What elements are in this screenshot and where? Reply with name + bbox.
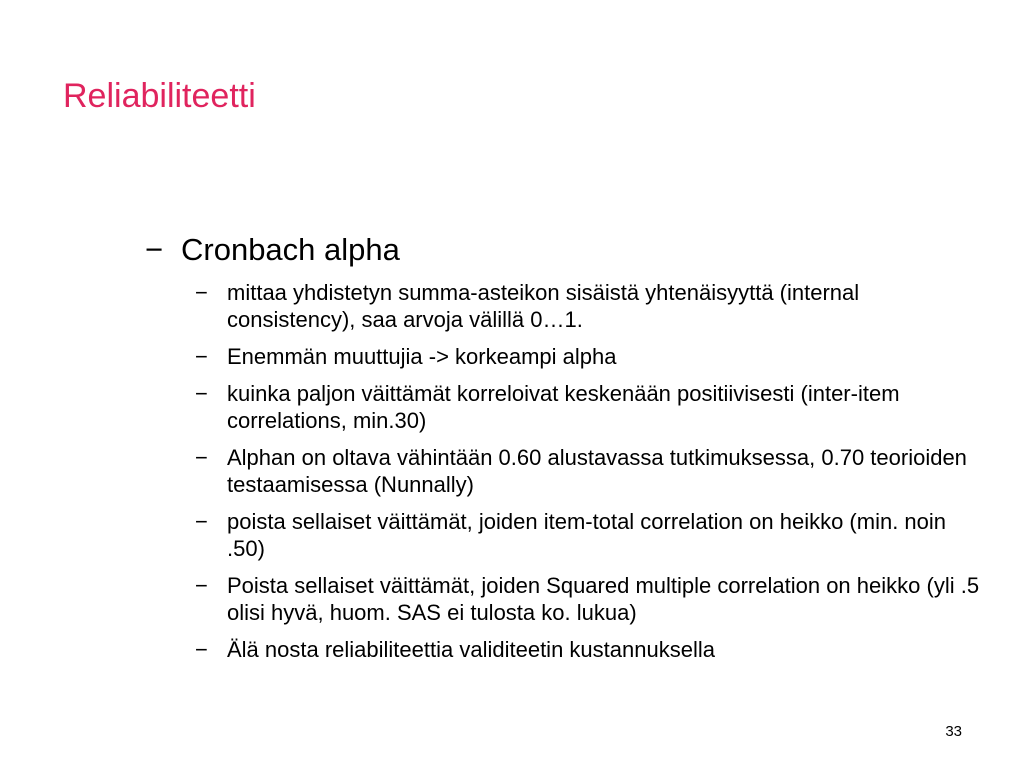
sub-bullet-list	[145, 279, 980, 663]
bullet-dash: −	[195, 509, 208, 534]
sub-bullet-squared-multiple-correlation	[195, 572, 987, 626]
sub-bullet-item-total-correlation	[195, 508, 987, 562]
bullet-cronbach-alpha	[145, 228, 975, 272]
sub-bullet-more-variables	[195, 343, 987, 370]
sub-bullet-text: mittaa yhdistetyn summa-asteikon sisäistä yhtenäisyyttä (internal consistency), saa arvoja välillä 0…1.	[227, 280, 860, 332]
bullet-dash: −	[195, 381, 208, 406]
sub-bullet-validity-warning	[195, 636, 987, 663]
slide-content	[145, 228, 980, 673]
bullet-dash: −	[195, 637, 208, 662]
sub-bullet-internal-consistency	[195, 279, 987, 333]
bullet-text: Cronbach alpha	[181, 232, 400, 267]
bullet-dash: −	[195, 573, 208, 598]
bullet-dash: −	[195, 280, 208, 305]
page-number: 33	[945, 723, 962, 740]
sub-bullet-text: Älä nosta reliabiliteettia validiteetin kustannuksella	[227, 637, 715, 662]
sub-bullet-text: Alphan on oltava vähintään 0.60 alustavassa tutkimuksessa, 0.70 teorioiden testaamisessa (Nunnally)	[227, 445, 967, 497]
sub-bullet-text: Poista sellaiset väittämät, joiden Squared multiple correlation on heikko (yli .5 olisi hyvä, huom. SAS ei tulosta ko. lukua)	[227, 573, 980, 625]
sub-bullet-text: kuinka paljon väittämät korreloivat keskenään positiivisesti (inter-item correlations, min.30)	[227, 381, 900, 433]
bullet-dash: −	[195, 344, 208, 369]
sub-bullet-inter-item-correlations	[195, 380, 987, 434]
sub-bullet-text: Enemmän muuttujia -> korkeampi alpha	[227, 344, 617, 369]
bullet-dash: −	[195, 445, 208, 470]
sub-bullet-text: poista sellaiset väittämät, joiden item-total correlation on heikko (min. noin .50)	[227, 509, 947, 561]
slide-title: Reliabiliteetti	[63, 77, 256, 115]
bullet-dash: −	[145, 232, 164, 267]
sub-bullet-alpha-threshold	[195, 444, 987, 498]
